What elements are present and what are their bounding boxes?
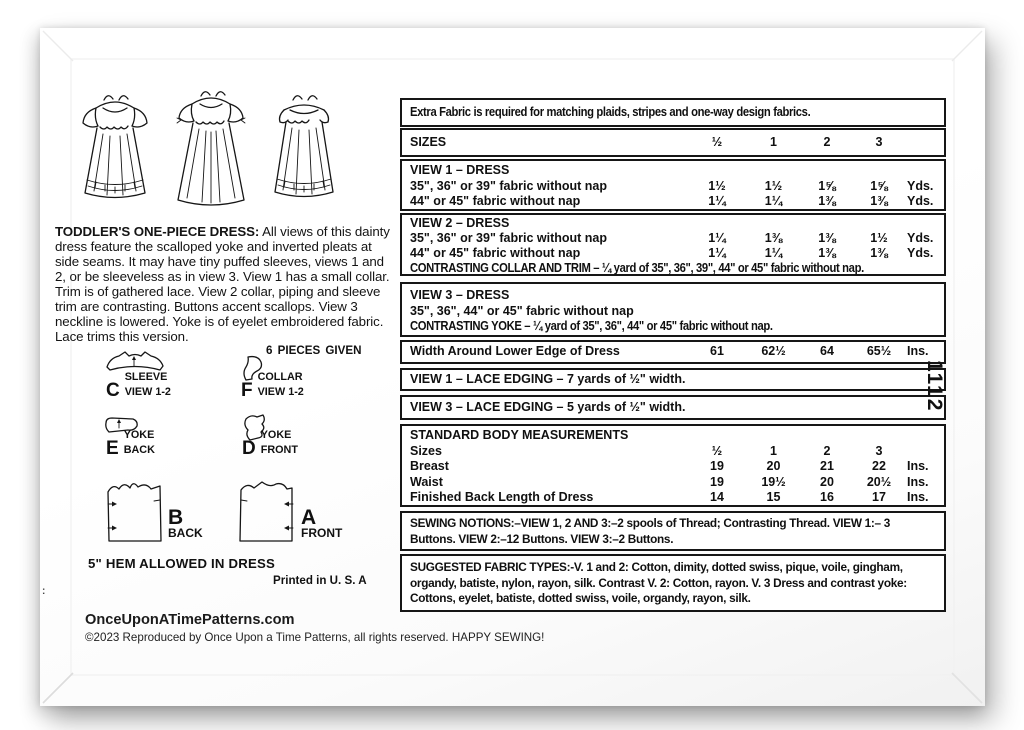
- measurement-row: [410, 459, 936, 475]
- pieces-given-label: 6 PIECES GIVEN: [266, 344, 362, 357]
- dress-views-illustration: [70, 86, 350, 216]
- sewing-notions-box: [400, 511, 946, 551]
- fabrics-title: SUGGESTED FABRIC TYPES: [410, 560, 567, 574]
- measurement-value: 17: [872, 490, 886, 504]
- scan-edge-artifact: :: [42, 586, 46, 597]
- piece-label: FRONT: [301, 526, 343, 540]
- description-paragraph: [55, 225, 393, 344]
- measurement-value: 19: [710, 474, 724, 489]
- unit-label: Ins.: [907, 459, 929, 473]
- measurement-value: 20: [766, 459, 781, 473]
- yardage-value: 1⅜: [870, 194, 888, 208]
- pattern-envelope-back: [40, 28, 985, 706]
- unit-label: Yds.: [907, 178, 934, 193]
- section-title: VIEW 1 – DRESS: [410, 163, 510, 177]
- notions-text: SEWING NOTIONS:–VIEW 1, 2 AND 3:–: [410, 516, 618, 530]
- yardage-table: [400, 98, 946, 612]
- unit-label: Yds.: [907, 194, 934, 208]
- fabric-width-label: 35", 36", 44" or 45" fabric without nap: [410, 303, 634, 318]
- yardage-value: 1⅜: [818, 231, 836, 245]
- fabric-width-label: 44" or 45" fabric without nap: [410, 246, 581, 260]
- sleeve-piece-icon: [104, 350, 166, 372]
- fabrics-text: :-V. 1 and 2: Cotton, dimity, dotted swiss, pique, voile, gingham, organdy, batiste, nylon, rayon, silk. Contrast V. 2: Cotton, rayon. V. 3 Dress and contrast yoke: Cottons, eyelet, batiste, dotted swiss, voile, organdy, rayon, silk.: [410, 560, 907, 605]
- piece-label: YOKE: [123, 429, 155, 441]
- piece-label: SLEEVE: [124, 371, 168, 383]
- measurement-value: 20: [820, 474, 834, 489]
- size-col: 2: [823, 135, 831, 149]
- unit-label: Ins.: [907, 344, 929, 358]
- measurement-value: 22: [872, 459, 886, 473]
- measurement-row: [410, 475, 936, 491]
- piece-caption-a: [301, 508, 342, 540]
- notions-text: 12 Buttons.: [506, 531, 571, 546]
- notions-text: 2 Buttons.: [618, 531, 674, 546]
- measurement-value: 15: [766, 490, 781, 504]
- fabric-width-label: 44" or 45" fabric without nap: [410, 194, 581, 208]
- measurement-value: 61: [710, 344, 724, 358]
- yardage-value: 1⅝: [818, 178, 836, 193]
- yardage-value: 1¼: [764, 246, 783, 260]
- unit-label: Yds.: [907, 246, 934, 260]
- size-col: ½: [711, 135, 723, 149]
- view3-lace-box: [400, 395, 946, 420]
- section-title: STANDARD BODY MEASUREMENTS: [410, 428, 629, 442]
- piece-label: BACK: [168, 526, 203, 540]
- fabric-width-label: 35", 36" or 39" fabric without nap: [410, 231, 607, 245]
- measurement-value: 16: [820, 490, 834, 504]
- contrasting-collar-note: CONTRASTING COLLAR AND TRIM – ¼ yard of 35", 36", 39", 44" or 45" fabric without nap.: [410, 261, 864, 275]
- back-piece-icon: [104, 478, 164, 544]
- measurement-value: 21: [820, 459, 834, 473]
- measurement-value: 14: [710, 490, 724, 504]
- sizes-header-row: [410, 135, 936, 151]
- size-col: 1: [770, 135, 777, 149]
- yardage-row: [410, 179, 936, 195]
- piece-letter: C: [106, 380, 120, 401]
- front-piece-icon: [237, 478, 297, 544]
- measurement-value: 20½: [866, 474, 892, 489]
- body-measurements-box: [400, 424, 946, 507]
- piece-caption-b: [168, 508, 203, 540]
- measurement-row: [410, 444, 936, 460]
- row-label: Breast: [410, 459, 449, 473]
- fabric-width-label: 35", 36" or 39" fabric without nap: [410, 178, 607, 193]
- measurement-value: 64: [820, 344, 834, 358]
- yardage-value: 1⅜: [818, 194, 836, 208]
- yardage-row: [410, 194, 936, 210]
- notions-text: VIEW 1:–: [832, 516, 881, 530]
- lower-edge-width-box: [400, 340, 946, 364]
- measurement-row: [410, 344, 936, 360]
- piece-sublabel: FRONT: [260, 444, 298, 456]
- description-title: TODDLER'S ONE-PIECE DRESS:: [55, 224, 260, 240]
- extra-fabric-note-box: [400, 98, 946, 127]
- size-col: 3: [875, 135, 883, 149]
- lace-edging-note: VIEW 1 – LACE EDGING – 7 yards of ½" width.: [410, 372, 686, 386]
- notions-text: 3 Buttons.: [410, 516, 891, 546]
- yardage-value: 1½: [870, 231, 888, 245]
- piece-caption-c: [106, 371, 171, 401]
- copyright-line: ©2023 Reproduced by Once Upon a Time Patterns, all rights reserved. HAPPY SEWING!: [85, 631, 545, 644]
- website-label: OnceUponATimePatterns.com: [85, 612, 295, 628]
- unit-label: Yds.: [907, 231, 934, 245]
- piece-letter: E: [106, 438, 119, 459]
- piece-letter: B: [168, 506, 184, 529]
- piece-caption-f: [241, 371, 304, 401]
- description-body: All views of this dainty dress feature the scalloped yoke and inverted pleats at side seams. It may have tiny puffed sleeves, views 1 and 2, or be sleeveless as in view 3. View 1 has a small collar. Trim is of gathered lace. View 2 collar, piping and sleeve trim are contrasting. Buttons accent scallops. View 3 neckline is lowered. Yoke is of eyelet embroidered fabric. Lace trims this version.: [55, 224, 390, 344]
- yardage-row: [410, 231, 936, 246]
- unit-label: Ins.: [907, 474, 929, 489]
- sizes-header-box: [400, 128, 946, 157]
- yardage-value: 1⅜: [870, 246, 888, 260]
- section-title: VIEW 3 – DRESS: [410, 288, 510, 302]
- view2-dress-box: [400, 213, 946, 276]
- piece-sublabel: VIEW 1-2: [124, 386, 171, 398]
- extra-fabric-note: Extra Fabric is required for matching plaids, stripes and one-way design fabrics.: [410, 105, 811, 119]
- yardage-row: [410, 246, 936, 261]
- measurement-row: [410, 490, 936, 506]
- measurement-value: 62½: [761, 344, 786, 358]
- printed-in-usa-label: Printed in U. S. A: [273, 574, 367, 587]
- view1-lace-box: [400, 368, 946, 391]
- piece-sublabel: VIEW 1-2: [257, 386, 304, 398]
- piece-letter: F: [241, 380, 253, 401]
- measurement-value: 1: [770, 443, 777, 458]
- measurement-value: ½: [711, 443, 723, 458]
- yardage-value: 1½: [764, 178, 783, 193]
- hem-allowance-note: 5" HEM ALLOWED IN DRESS: [88, 556, 275, 571]
- row-label: Width Around Lower Edge of Dress: [410, 344, 620, 358]
- unit-label: Ins.: [907, 490, 929, 504]
- yardage-value: 1¼: [708, 246, 726, 260]
- contrasting-yoke-note: CONTRASTING YOKE – ¼ yard of 35", 36", 44" or 45" fabric without nap.: [410, 319, 773, 333]
- pattern-number: [923, 342, 972, 434]
- piece-caption-d: [242, 429, 298, 459]
- suggested-fabrics-box: [400, 554, 946, 612]
- yardage-value: 1¼: [708, 231, 726, 245]
- piece-sublabel: BACK: [123, 444, 155, 456]
- lace-edging-note: VIEW 3 – LACE EDGING – 5 yards of ½" width.: [410, 400, 686, 414]
- yardage-value: 1⅜: [764, 231, 783, 245]
- notions-text: VIEW 2:–: [458, 531, 507, 546]
- measurement-value: 2: [823, 443, 831, 458]
- yardage-value: 1¼: [764, 194, 783, 208]
- view1-dress-box: [400, 159, 946, 211]
- measurement-value: 3: [875, 443, 883, 458]
- section-title: VIEW 2 – DRESS: [410, 216, 510, 230]
- notions-text: VIEW 3:–: [570, 531, 619, 546]
- yardage-value: 1½: [708, 178, 726, 193]
- unit-label: [905, 444, 936, 460]
- yardage-value: 1⅝: [870, 178, 888, 193]
- piece-caption-e: [106, 429, 155, 459]
- piece-letter: D: [242, 438, 256, 459]
- yardage-value: 1⅜: [818, 246, 836, 260]
- row-label: Waist: [410, 474, 443, 489]
- measurement-value: 65½: [866, 344, 892, 358]
- piece-label: COLLAR: [257, 371, 303, 383]
- piece-letter: A: [301, 506, 317, 529]
- row-label: Sizes: [410, 443, 442, 458]
- yardage-value: 1¼: [708, 194, 726, 208]
- measurement-value: 19½: [761, 474, 786, 489]
- pattern-number-text: 1112: [923, 360, 946, 413]
- sizes-label: SIZES: [410, 135, 447, 149]
- view3-dress-box: [400, 282, 946, 337]
- piece-label: YOKE: [260, 429, 292, 441]
- measurement-value: 19: [710, 459, 724, 473]
- notions-text: 2 spools of Thread; Contrasting Thread.: [617, 516, 833, 530]
- row-label: Finished Back Length of Dress: [410, 490, 594, 504]
- unit-col: [905, 135, 936, 151]
